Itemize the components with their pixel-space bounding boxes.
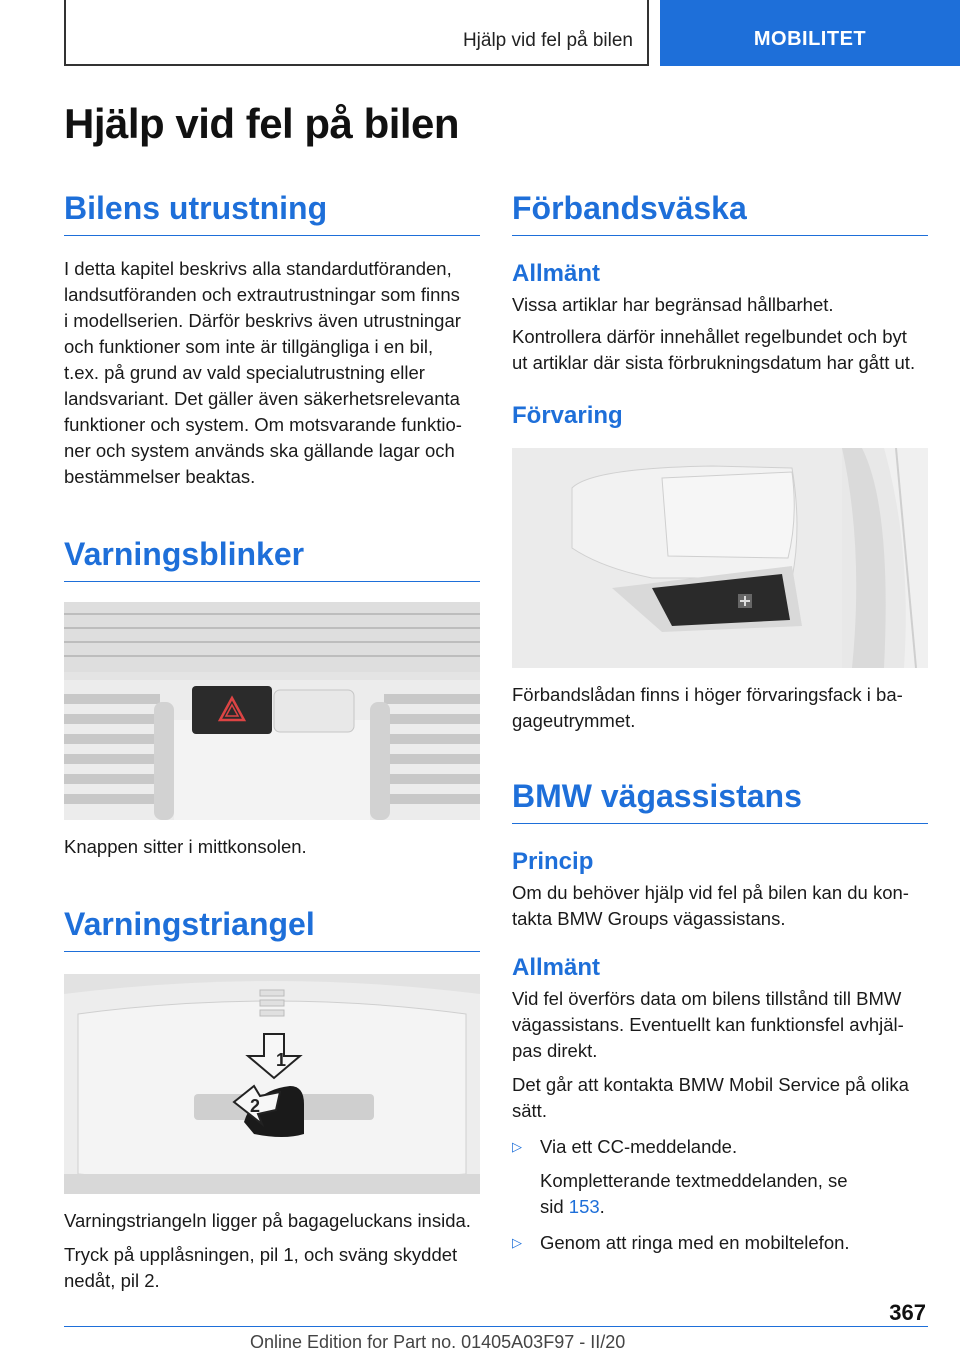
assist-contact-text [512, 1072, 928, 1124]
text-line: I detta kapitel beskrivs alla standardutföranden, [64, 258, 452, 279]
triangle-bullet-icon: ▷ [512, 1139, 522, 1154]
text-line: takta BMW Groups vägassistans. [512, 908, 786, 929]
text-line: och funktioner som inte är tillgängliga i en bil, [64, 336, 434, 357]
kit-storage-heading: Förvaring [512, 402, 623, 429]
page-ref-prefix: sid [540, 1196, 564, 1217]
text-line: sätt. [512, 1100, 547, 1121]
equipment-text [64, 256, 480, 490]
page-link[interactable]: 153 [568, 1196, 600, 1217]
hazard-switch-figure [64, 602, 480, 820]
kit-general-p1: Vissa artiklar har begränsad hållbarhet. [512, 294, 834, 315]
contact-options-list [512, 1134, 928, 1256]
text-line: Förbandslådan finns i höger förvaringsfack i ba‐ [512, 684, 903, 705]
triangle-heading: Varningstriangel [64, 906, 480, 952]
text-line: vägassistans. Eventuellt kan funktionsfel avhjäl‐ [512, 1014, 904, 1035]
text-line: landsutföranden och extrautrustningar som finns [64, 284, 460, 305]
equipment-heading: Bilens utrustning [64, 190, 480, 236]
assist-principle-text [512, 880, 928, 932]
triangle-bullet-icon: ▷ [512, 1235, 522, 1250]
text-line: Tryck på upplåsningen, pil 1, och sväng skyddet [64, 1244, 458, 1265]
triangle-body [64, 1242, 480, 1294]
text-line: bestämmelser beaktas. [64, 466, 256, 487]
page-number: 367 [889, 1300, 926, 1325]
first-aid-storage-figure [512, 448, 928, 668]
text-line: Vid fel överförs data om bilens tillstånd till BMW [512, 988, 902, 1009]
text-line: gageutrymmet. [512, 710, 636, 731]
first-aid-storage-illustration [512, 448, 928, 668]
kit-general-heading: Allmänt [512, 260, 601, 287]
text-line: ut artiklar där sista förbrukningsdatum har gått ut. [512, 352, 916, 373]
warning-triangle-figure [64, 974, 480, 1194]
text-line: t.ex. på grund av vald specialutrustning eller [64, 362, 425, 383]
page-title: Hjälp vid fel på bilen [64, 100, 460, 147]
assist-general-heading: Allmänt [512, 954, 601, 981]
kit-general-p2 [512, 324, 928, 376]
header-chapter-title: MOBILITET [753, 28, 867, 50]
bullet-text: Genom att ringa med en mobiltelefon. [540, 1232, 850, 1253]
text-line: funktioner och system. Om motsvarande funktio‐ [64, 414, 462, 435]
text-line: Om du behöver hjälp vid fel på bilen kan du kon‐ [512, 882, 909, 903]
svg-text:1: 1 [276, 1050, 287, 1070]
text-line: Kontrollera därför innehållet regelbundet och byt [512, 326, 907, 347]
bullet-subtext: Kompletterande textmeddelanden, se [540, 1170, 848, 1191]
list-item [512, 1230, 928, 1256]
header-section-box [64, 0, 649, 66]
header-chapter-tab [660, 0, 960, 66]
text-line: i modellserien. Därför beskrivs även utrustningar [64, 310, 461, 331]
assist-principle-heading: Princip [512, 848, 594, 875]
triangle-caption: Varningstriangeln ligger på bagageluckans insida. [64, 1210, 471, 1231]
kit-heading: Förbandsväska [512, 190, 928, 236]
right-column [512, 190, 928, 1256]
page-ref-suffix: . [599, 1196, 605, 1217]
bullet-subtext-ref [540, 1194, 848, 1220]
text-line: nedåt, pil 2. [64, 1270, 160, 1291]
text-line: pas direkt. [512, 1040, 598, 1061]
text-line: landsvariant. Det gäller även säkerhetsrelevanta [64, 388, 460, 409]
text-line: Det går att kontakta BMW Mobil Service på olika [512, 1074, 909, 1095]
text-line: ner och system används ska gällande lagar och [64, 440, 455, 461]
footer-edition: Online Edition for Part no. 01405A03F97 - II/20 [250, 1332, 626, 1352]
warning-triangle-illustration [64, 974, 480, 1194]
hazard-heading: Varningsblinker [64, 536, 480, 582]
left-column [64, 190, 480, 1294]
footer-divider [64, 1326, 928, 1327]
kit-storage-caption [512, 682, 928, 734]
list-item [512, 1134, 928, 1220]
hazard-switch-illustration [64, 602, 480, 820]
svg-text:2: 2 [250, 1096, 261, 1116]
assist-general-text [512, 986, 928, 1064]
assist-heading: BMW vägassistans [512, 778, 928, 824]
header-section-title: Hjälp vid fel på bilen [462, 30, 633, 51]
hazard-caption: Knappen sitter i mittkonsolen. [64, 836, 307, 857]
bullet-text: Via ett CC-meddelande. [540, 1136, 738, 1157]
